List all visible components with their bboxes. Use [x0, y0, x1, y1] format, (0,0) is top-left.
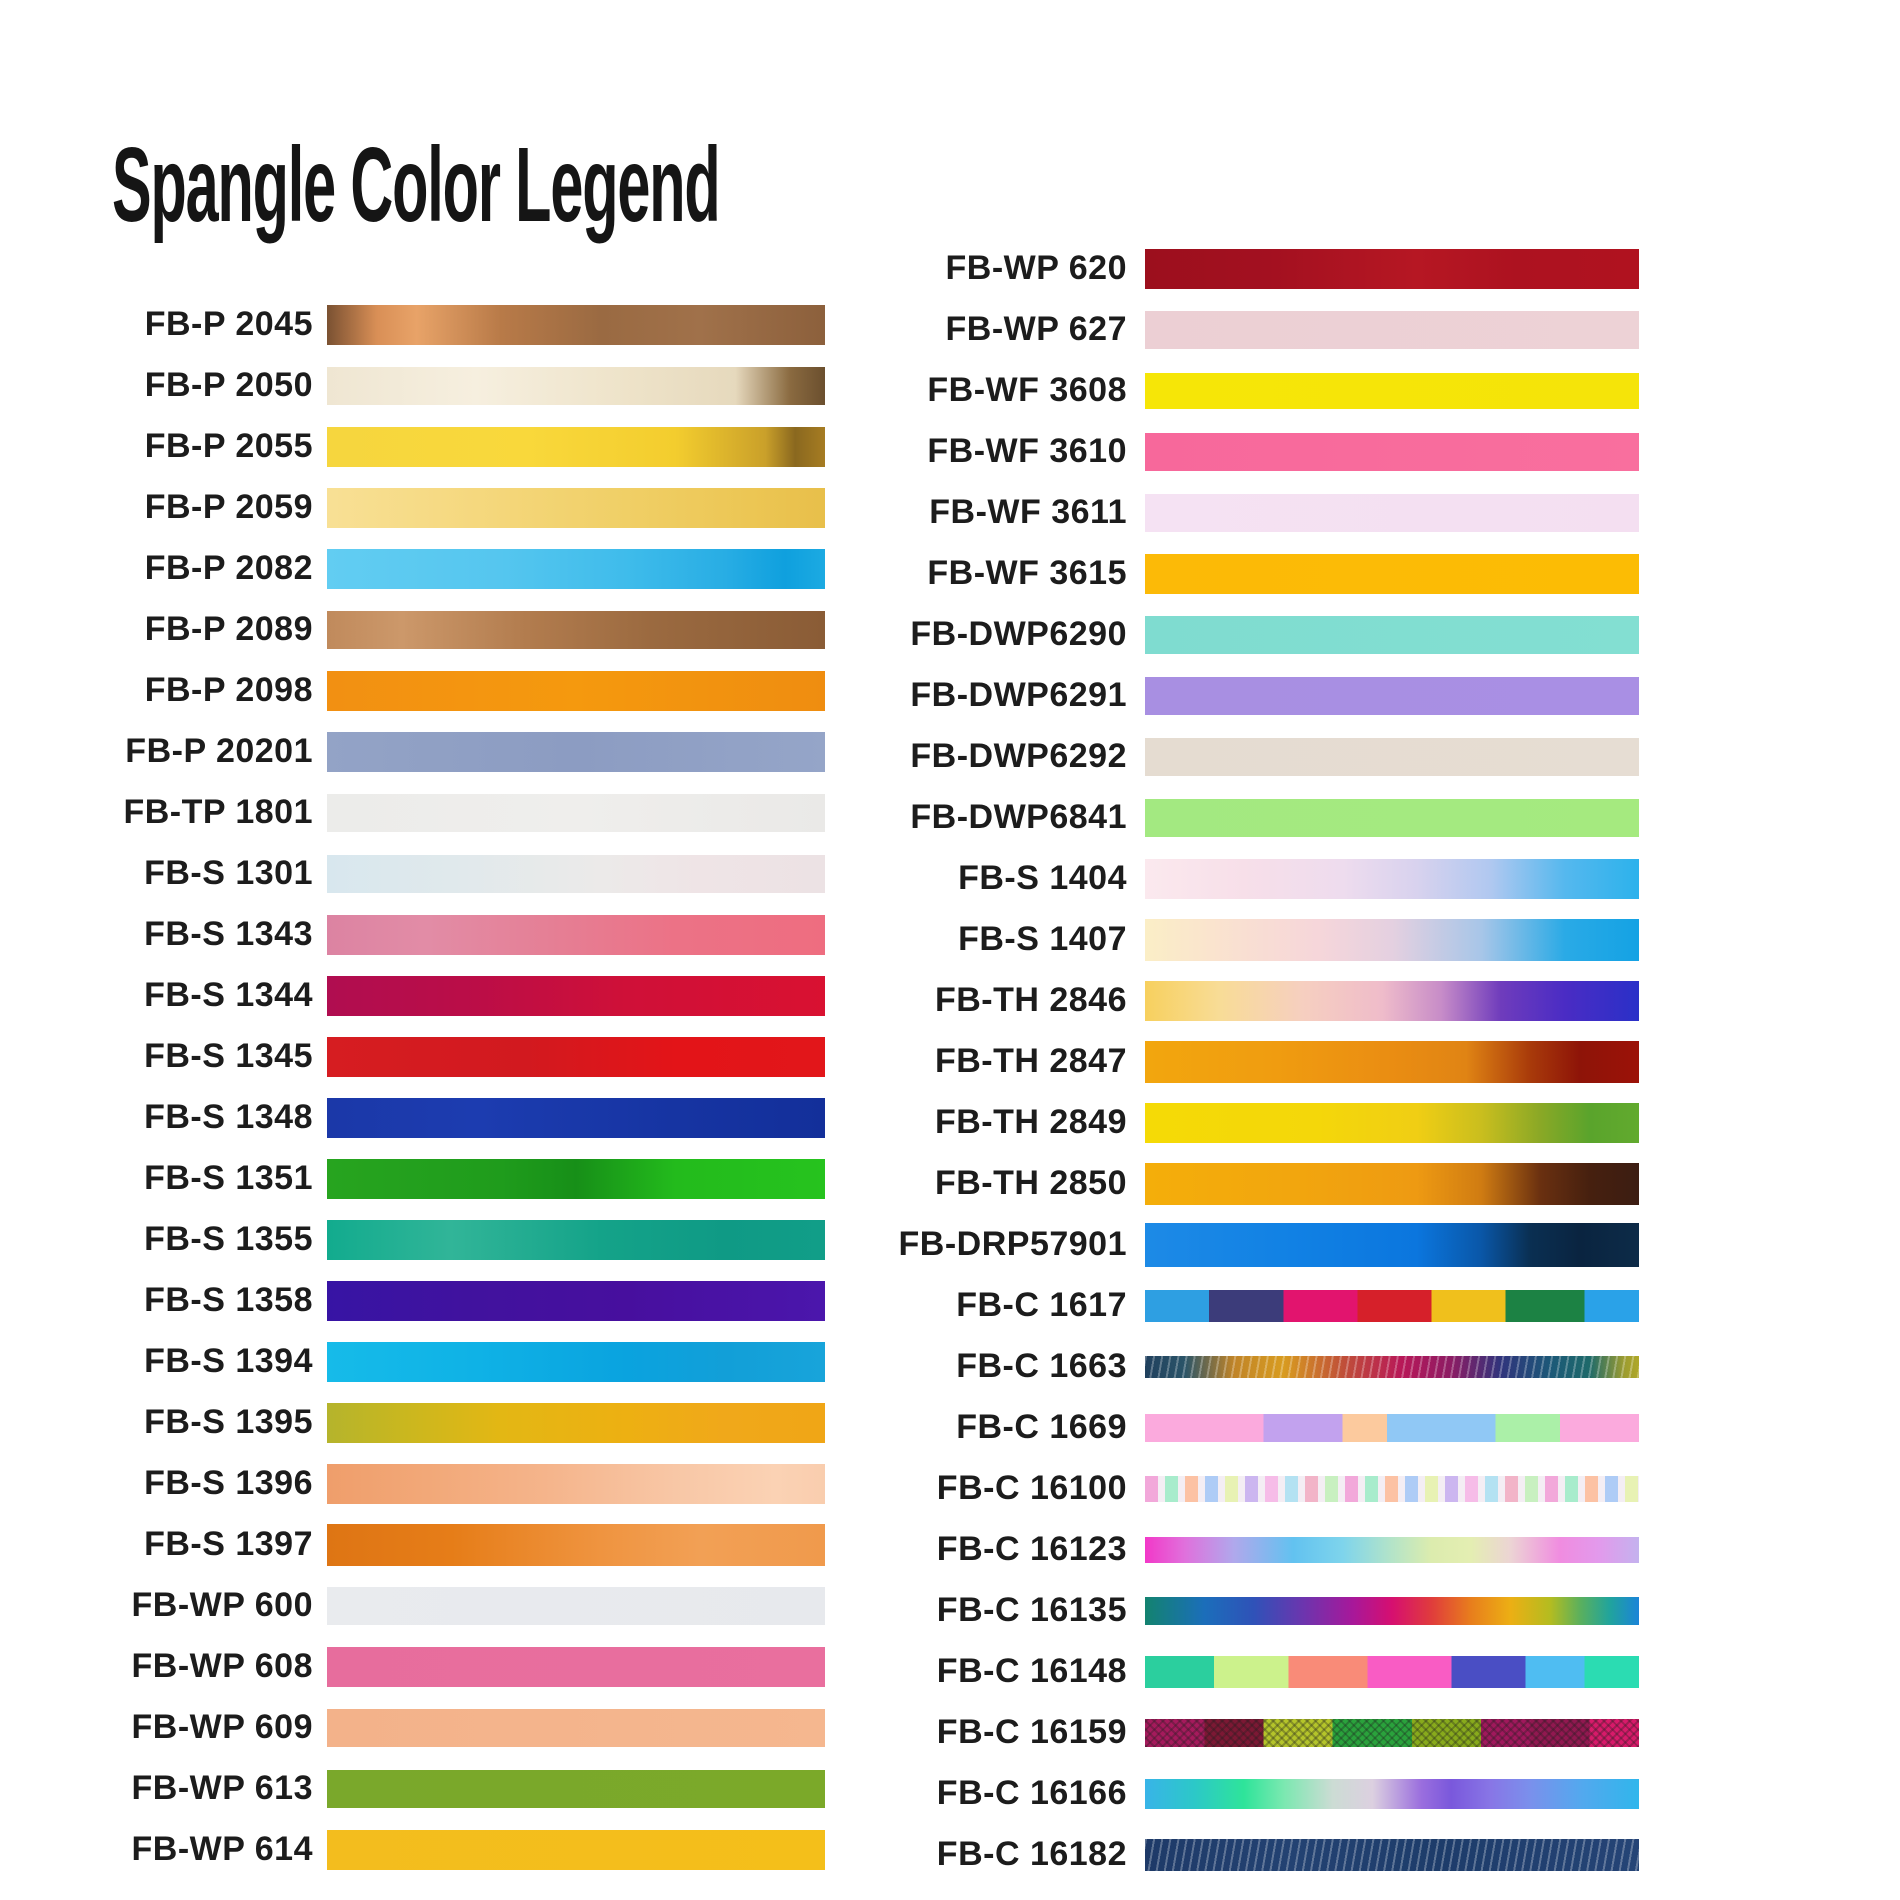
legend-row	[770, 1519, 1639, 1580]
swatch-label: FB-S 1404	[958, 859, 1127, 897]
color-swatch	[1145, 1719, 1639, 1747]
swatch-label: FB-P 2089	[144, 610, 313, 648]
color-swatch	[327, 1037, 825, 1077]
color-swatch	[327, 488, 825, 528]
legend-row	[770, 1153, 1639, 1214]
color-swatch	[1145, 799, 1639, 837]
page-title: Spangle Color Legend	[112, 126, 720, 244]
swatch-label: FB-S 1394	[144, 1342, 313, 1380]
legend-row	[770, 1580, 1639, 1641]
legend-row	[0, 904, 825, 965]
legend-row	[770, 787, 1639, 848]
swatch-label: FB-S 1355	[144, 1220, 313, 1258]
swatch-label: FB-P 2059	[144, 488, 313, 526]
legend-row	[770, 726, 1639, 787]
swatch-label: FB-C 16148	[936, 1652, 1127, 1690]
legend-row	[770, 1824, 1639, 1885]
color-swatch	[1145, 1839, 1639, 1871]
swatch-label: FB-P 2098	[144, 671, 313, 709]
swatch-label: FB-S 1301	[144, 854, 313, 892]
legend-row	[0, 1636, 825, 1697]
color-swatch	[1145, 1656, 1639, 1688]
swatch-label: FB-TH 2847	[934, 1042, 1127, 1080]
legend-row	[0, 1453, 825, 1514]
color-swatch	[1145, 1041, 1639, 1083]
swatch-label: FB-S 1345	[144, 1037, 313, 1075]
swatch-label: FB-C 1617	[956, 1286, 1127, 1324]
swatch-label: FB-S 1407	[958, 920, 1127, 958]
swatch-label: FB-C 16100	[936, 1469, 1127, 1507]
swatch-label: FB-S 1348	[144, 1098, 313, 1136]
legend-row	[0, 477, 825, 538]
swatch-label: FB-C 16182	[936, 1835, 1127, 1873]
legend-row	[0, 416, 825, 477]
swatch-label: FB-P 2082	[144, 549, 313, 587]
color-swatch	[327, 611, 825, 649]
legend-row	[770, 299, 1639, 360]
swatch-label: FB-S 1344	[144, 976, 313, 1014]
legend-row	[770, 421, 1639, 482]
color-swatch	[327, 367, 825, 405]
color-swatch	[327, 1709, 825, 1747]
swatch-label: FB-S 1395	[144, 1403, 313, 1441]
color-swatch	[327, 855, 825, 893]
swatch-label: FB-WP 608	[131, 1647, 313, 1685]
legend-row	[770, 1214, 1639, 1275]
color-swatch	[1145, 554, 1639, 594]
legend-row	[0, 1575, 825, 1636]
swatch-label: FB-C 16166	[936, 1774, 1127, 1812]
color-swatch	[327, 1220, 825, 1260]
swatch-label: FB-TH 2846	[934, 981, 1127, 1019]
legend-row	[770, 1458, 1639, 1519]
color-swatch	[1145, 373, 1639, 409]
legend-row	[0, 294, 825, 355]
color-swatch	[327, 915, 825, 955]
color-swatch	[327, 1830, 825, 1870]
swatch-label: FB-WF 3610	[927, 432, 1127, 470]
swatch-label: FB-C 1669	[956, 1408, 1127, 1446]
legend-row	[0, 1331, 825, 1392]
swatch-label: FB-S 1351	[144, 1159, 313, 1197]
swatch-label: FB-S 1396	[144, 1464, 313, 1502]
swatch-label: FB-DWP6841	[910, 798, 1127, 836]
swatch-label: FB-WP 614	[131, 1830, 313, 1868]
legend-row	[770, 1397, 1639, 1458]
legend-row	[770, 1336, 1639, 1397]
color-swatch	[327, 1159, 825, 1199]
swatch-label: FB-WP 600	[131, 1586, 313, 1624]
color-swatch	[327, 732, 825, 772]
legend-row	[770, 665, 1639, 726]
swatch-label: FB-C 16159	[936, 1713, 1127, 1751]
color-swatch	[1145, 249, 1639, 289]
legend-row	[770, 1702, 1639, 1763]
legend-row	[770, 848, 1639, 909]
color-swatch	[327, 976, 825, 1016]
swatch-label: FB-C 16135	[936, 1591, 1127, 1629]
legend-row	[0, 599, 825, 660]
legend-row	[0, 1270, 825, 1331]
color-swatch	[327, 549, 825, 589]
legend-row	[770, 1641, 1639, 1702]
legend-row	[0, 1697, 825, 1758]
color-swatch	[327, 1587, 825, 1625]
legend-row	[0, 782, 825, 843]
swatch-label: FB-WF 3615	[927, 554, 1127, 592]
legend-row	[770, 543, 1639, 604]
legend-row	[0, 1148, 825, 1209]
swatch-label: FB-S 1343	[144, 915, 313, 953]
color-swatch	[327, 1281, 825, 1321]
swatch-label: FB-WP 609	[131, 1708, 313, 1746]
legend-row	[770, 970, 1639, 1031]
legend-row	[770, 1092, 1639, 1153]
legend-row	[770, 909, 1639, 970]
swatch-label: FB-WF 3608	[927, 371, 1127, 409]
color-swatch	[1145, 1103, 1639, 1143]
legend-row	[770, 238, 1639, 299]
legend-row	[0, 721, 825, 782]
swatch-label: FB-P 2045	[144, 305, 313, 343]
color-swatch	[327, 1098, 825, 1138]
legend-row	[0, 1087, 825, 1148]
color-swatch	[327, 1647, 825, 1687]
swatch-label: FB-DRP57901	[898, 1225, 1127, 1263]
color-swatch	[327, 427, 825, 467]
color-swatch	[1145, 311, 1639, 349]
color-swatch	[1145, 1223, 1639, 1267]
swatch-label: FB-WP 620	[945, 249, 1127, 287]
legend-row	[0, 965, 825, 1026]
legend-column-left	[0, 294, 825, 1880]
swatch-label: FB-P 2050	[144, 366, 313, 404]
legend-row	[0, 843, 825, 904]
swatch-label: FB-DWP6291	[910, 676, 1127, 714]
legend-row	[0, 1514, 825, 1575]
swatch-label: FB-TP 1801	[123, 793, 313, 831]
color-swatch	[327, 1464, 825, 1504]
swatch-label: FB-DWP6292	[910, 737, 1127, 775]
legend-row	[0, 1392, 825, 1453]
legend-row	[0, 1209, 825, 1270]
color-swatch	[1145, 1356, 1639, 1378]
color-swatch	[327, 305, 825, 345]
color-swatch	[327, 794, 825, 832]
color-swatch	[1145, 494, 1639, 532]
legend-row	[0, 1758, 825, 1819]
swatch-label: FB-TH 2850	[934, 1164, 1127, 1202]
legend-row	[0, 660, 825, 721]
legend-row	[770, 1275, 1639, 1336]
color-swatch	[1145, 433, 1639, 471]
legend-row	[770, 482, 1639, 543]
swatch-label: FB-P 2055	[144, 427, 313, 465]
legend-row	[0, 355, 825, 416]
legend-row	[0, 1026, 825, 1087]
swatch-label: FB-DWP6290	[910, 615, 1127, 653]
color-swatch	[1145, 677, 1639, 715]
color-swatch	[327, 671, 825, 711]
color-swatch	[327, 1770, 825, 1808]
swatch-label: FB-C 16123	[936, 1530, 1127, 1568]
color-swatch	[1145, 1163, 1639, 1205]
legend-row	[770, 1031, 1639, 1092]
color-swatch	[1145, 919, 1639, 961]
legend-column-right	[770, 238, 1639, 1885]
legend-row	[770, 1763, 1639, 1824]
color-swatch	[1145, 738, 1639, 776]
color-swatch	[1145, 1414, 1639, 1442]
swatch-label: FB-P 20201	[125, 732, 313, 770]
legend-row	[0, 1819, 825, 1880]
color-swatch	[327, 1403, 825, 1443]
swatch-label: FB-WF 3611	[929, 493, 1127, 531]
color-swatch	[1145, 616, 1639, 654]
color-swatch	[327, 1342, 825, 1382]
swatch-label: FB-TH 2849	[934, 1103, 1127, 1141]
color-swatch	[1145, 859, 1639, 899]
color-swatch	[1145, 1476, 1639, 1502]
swatch-label: FB-S 1397	[144, 1525, 313, 1563]
color-swatch	[1145, 981, 1639, 1021]
color-swatch	[327, 1524, 825, 1566]
color-swatch	[1145, 1597, 1639, 1625]
swatch-label: FB-C 1663	[956, 1347, 1127, 1385]
swatch-label: FB-WP 613	[131, 1769, 313, 1807]
legend-row	[0, 538, 825, 599]
color-swatch	[1145, 1779, 1639, 1809]
color-swatch	[1145, 1537, 1639, 1563]
swatch-label: FB-WP 627	[945, 310, 1127, 348]
legend-row	[770, 604, 1639, 665]
color-swatch	[1145, 1290, 1639, 1322]
legend-row	[770, 360, 1639, 421]
swatch-label: FB-S 1358	[144, 1281, 313, 1319]
